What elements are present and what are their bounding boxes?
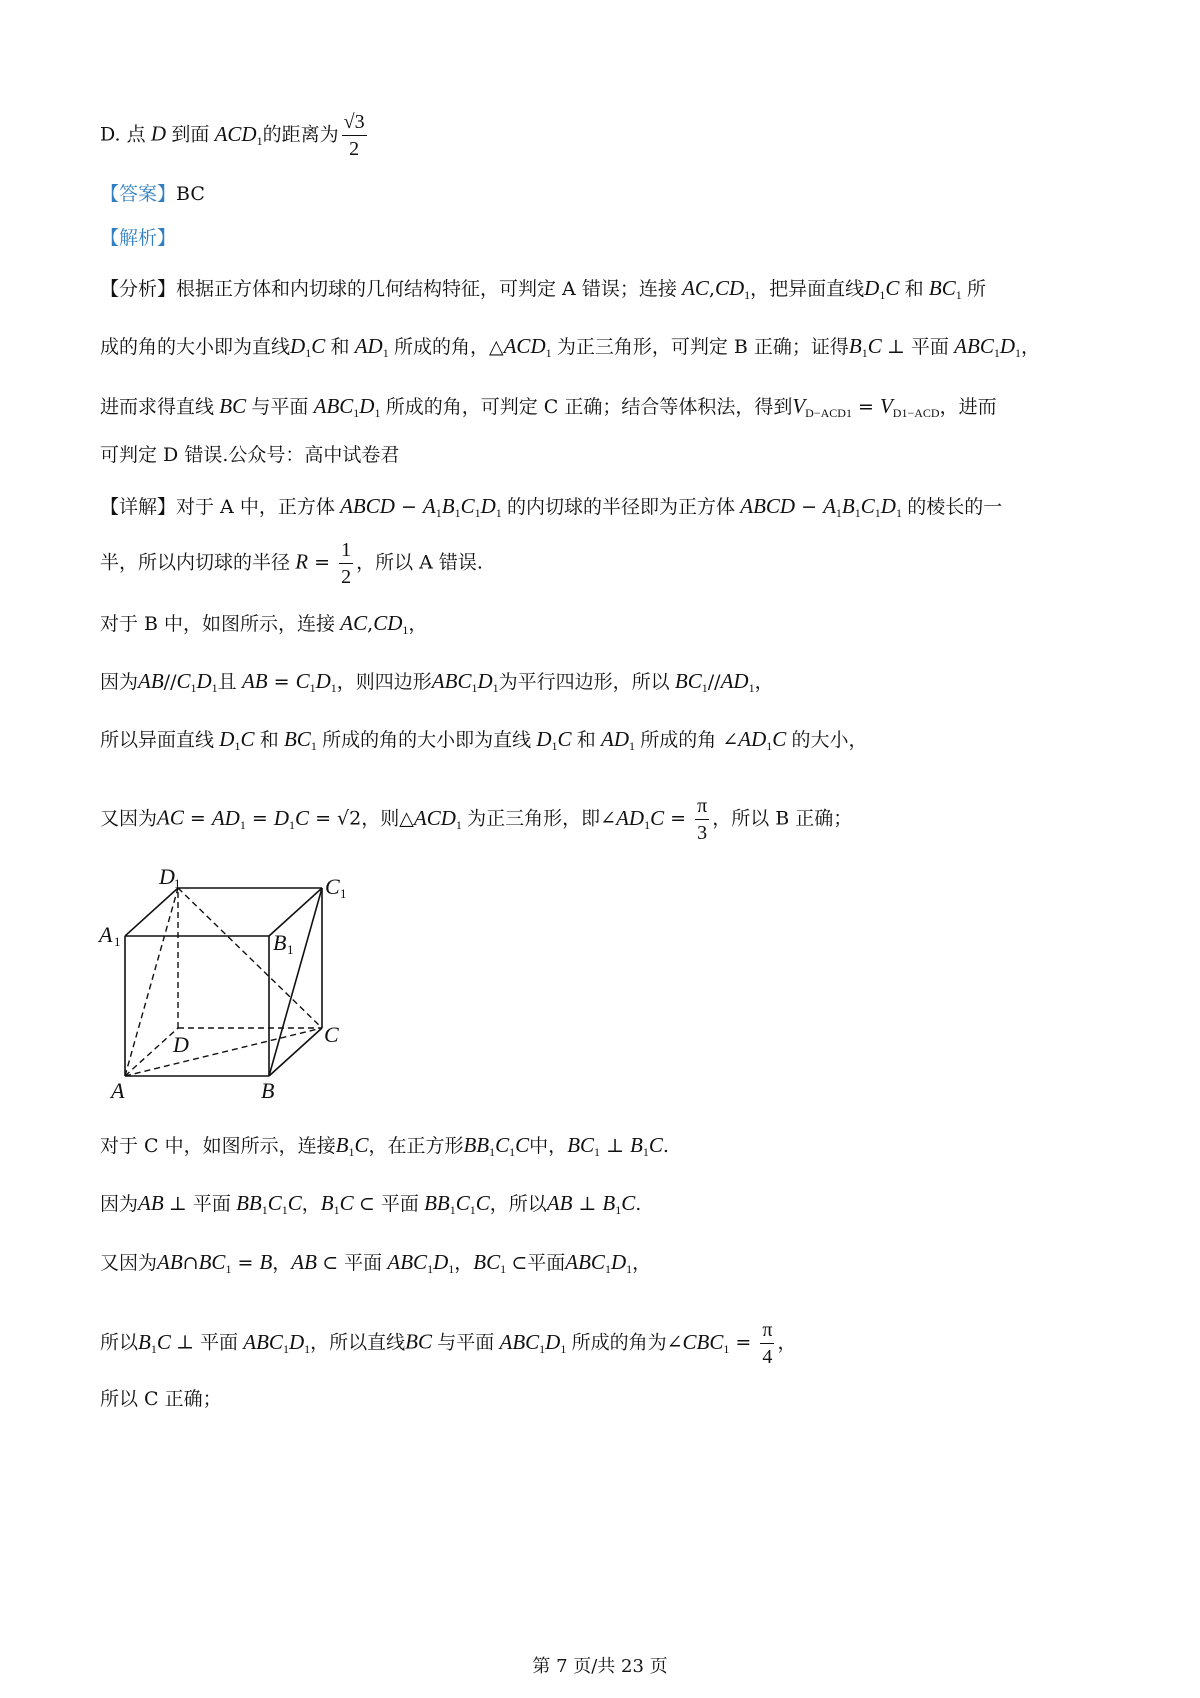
page-footer: 第 7 页/共 23 页 — [532, 1656, 668, 1677]
edge-ad — [125, 1028, 178, 1076]
fenxi-line-3: 进而求得直线 BC 与平面 $ABC_1D_1$ 所成的角，可判定 C 正确；结合等体积法，得到$V_{D-ACD1} = V_{D1-ACD}$，进而 — [100, 394, 997, 420]
partc-line-1: 对于 C 中，如图所示，连接$B_1C$，在正方形$BB_1C_1C$中，$BC_1$ ⊥ $B_1C$. — [100, 1133, 669, 1159]
label-a1: A — [99, 922, 113, 947]
label-d1: D — [159, 864, 175, 889]
diag-ac — [125, 1028, 322, 1076]
fraction: $\frac{√3}{2}$ — [343, 111, 365, 160]
xiangjie-line-1: 【详解】对于 A 中，正方体 ABCD − $A_1B_1C_1D_1$ 的内切球的半径即为正方体 ABCD − $A_1B_1C_1D_1$ 的棱长的一 — [100, 494, 1003, 520]
label-b: B — [261, 1078, 275, 1103]
partb-line-1: 对于 B 中，如图所示，连接 $AC,CD_1$， — [100, 611, 428, 637]
xiangjie-line-2: 半，所以内切球的半径 R = $\frac{1}{2}$ ，所以 A 错误. — [100, 539, 483, 588]
label-a: A — [111, 1078, 125, 1103]
answer-line — [100, 183, 205, 206]
label-c: C — [324, 1022, 339, 1047]
label-d: D — [173, 1032, 189, 1057]
partb-line-2: 因为$AB//C_1D_1$且 AB = $C_1D_1$，则四边形$ABC_1D_1$为平行四边形，所以 $BC_1//AD_1$， — [100, 669, 774, 695]
edge-b1c1 — [269, 888, 322, 936]
answer-label: 【答案】 — [100, 183, 177, 205]
fenxi-line-2: 成的角的大小即为直线$D_1C$ 和 $AD_1$ 所成的角，$\triangle ACD_1$ 为正三角形，可判定 B 正确；证得$B_1C$ ⊥ 平面 $ABC_1D_1$， — [100, 334, 1041, 360]
label-c1: C — [325, 874, 340, 899]
option-d: D. 点 D 到面 $ACD_1$的距离为 $\frac{√3}{2}$ — [100, 111, 365, 160]
edge-a1d1 — [125, 888, 178, 936]
partc-line-2: 因为AB ⊥ 平面 $BB_1C_1C$，$B_1C$ ⊂ 平面 $BB_1C_1C$，所以AB ⊥ $B_1C$. — [100, 1191, 642, 1217]
edge-bc — [269, 1028, 322, 1076]
fenxi-line-1: 【分析】根据正方体和内切球的几何结构特征，可判定 A 错误；连接 $AC,CD_1$，把异面直线$D_1C$ 和 $BC_1$ 所 — [100, 276, 986, 302]
jiexi-label: 【解析】 — [100, 227, 177, 249]
label-b1: B — [273, 930, 287, 955]
fenxi-line-4: 可判定 D 错误.公众号：高中试卷君 — [100, 444, 400, 466]
svg-text:1: 1 — [340, 886, 347, 901]
svg-text:1: 1 — [174, 876, 181, 891]
answer-value: BC — [176, 183, 205, 205]
edge-bc1 — [269, 888, 322, 1076]
diag-d1c — [178, 888, 322, 1028]
diag-ad1 — [125, 888, 178, 1076]
partc-line-4: 所以$B_1C$ ⊥ 平面 $ABC_1D_1$，所以直线BC 与平面 $ABC_1D_1$ 所成的角为$\angle CBC_1$ = $\frac{\pi}{4}$ ， — [100, 1319, 797, 1368]
partc-line-5: 所以 C 正确； — [100, 1388, 222, 1410]
cube-figure — [95, 860, 365, 1110]
svg-text:1: 1 — [287, 942, 294, 957]
partc-line-3: 又因为$AB\cap BC_1 = B$，AB ⊂ 平面 $ABC_1D_1$，$BC_1$ ⊂平面$ABC_1D_1$， — [100, 1250, 652, 1276]
svg-text:1: 1 — [114, 934, 121, 949]
partb-line-4: 又因为AC = $AD_1 = D_1C = √2$，则$\triangle ACD_1$ 为正三角形，即$\angle AD_1C$ = $\frac{\pi}{3}$ ，所以 B 正确； — [100, 795, 853, 844]
partb-line-3: 所以异面直线 $D_1C$ 和 $BC_1$ 所成的角的大小即为直线 $D_1C$ 和 $AD_1$ 所成的角 $\angle AD_1C$ 的大小， — [100, 727, 868, 753]
